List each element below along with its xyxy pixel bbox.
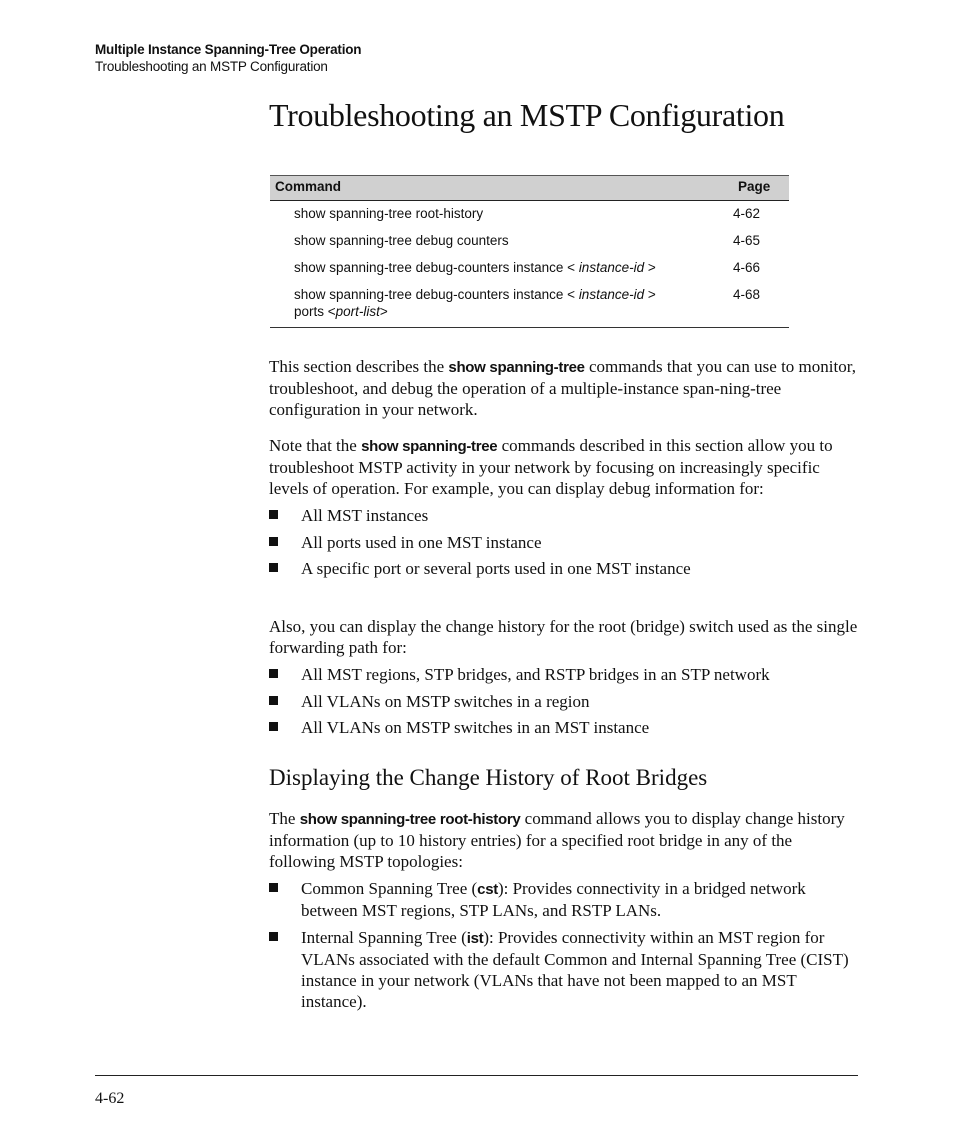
bullet-icon [269,722,278,731]
command-keyword: show spanning-tree [361,438,498,455]
bullet-icon [269,563,278,572]
command-cell: show spanning-tree debug counters [294,233,509,248]
command-text: show spanning-tree debug-counters instance < [294,287,579,302]
list-item-text: All MST instances [301,506,429,525]
list-item [269,717,859,738]
section-heading: Displaying the Change History of Root Bridges [269,765,708,790]
list-item [269,691,859,712]
bullet-icon [269,510,278,519]
command-keyword: cst [477,881,498,898]
text: Internal Spanning Tree ( [301,927,467,947]
command-variable: port-list [335,304,380,319]
table-row [270,283,789,328]
bullet-list [269,878,859,1012]
section-title: Troubleshooting an MSTP Configuration [95,59,328,74]
command-text: > [379,304,388,319]
table-row [270,201,789,230]
history-section [269,616,859,744]
command-keyword: show spanning-tree root-history [299,811,521,828]
list-item [269,878,859,921]
page-cell: 4-66 [733,260,761,275]
command-keyword: show spanning-tree [448,359,585,376]
bullet-list [269,505,859,579]
text: command allows you to display change history information (up to 10 history entries) for a specified root bridge in any of the following MSTP topologies: [269,809,845,871]
text: ): Provides connectivity within an MST region for VLANs associated with the default Common and Internal Spanning Tree (CIST) instance in your network (VLANs that have not been mapped to an MST instance). [301,927,849,1011]
command-cell: show spanning-tree root-history [294,206,484,221]
bullet-icon [269,696,278,705]
command-text: > [644,287,656,302]
list-item [269,558,859,579]
running-head [95,41,361,75]
list-item-text: All ports used in one MST instance [301,532,542,552]
text: Note that the [269,436,362,455]
paragraph: Also, you can display the change history for the root (bridge) switch used as the single forwarding path for: [269,617,858,657]
bullet-icon [269,883,278,892]
command-text: show spanning-tree debug-counters instance < [294,260,579,275]
list-item-text: A specific port or several ports used in one MST instance [301,559,691,578]
text: commands described in this section allow you to troubleshoot MSTP activity in your network by focusing on increasingly specific levels of operation. For example, you can display debug information for: [269,436,833,498]
text: This section describes the [269,357,449,376]
command-variable: instance-id [578,287,645,302]
command-text: ports < [294,304,336,319]
list-item-text: All MST regions, STP bridges, and RSTP bridges in an STP network [301,665,770,684]
bullet-icon [269,932,278,941]
paragraph [269,356,859,420]
text: Common Spanning Tree ( [301,879,478,898]
command-keyword: ist [466,929,484,947]
chapter-title: Multiple Instance Spanning-Tree Operation [95,42,362,57]
list-item [269,664,859,685]
footer-divider [95,1075,858,1076]
table-header-row [270,176,789,201]
list-item [269,927,859,1012]
column-header-page: Page [733,176,789,201]
bullet-icon [269,537,278,546]
root-history-section [269,808,859,1017]
bullet-icon [269,669,278,678]
page-title: Troubleshooting an MSTP Configuration [269,97,785,133]
paragraph [269,435,859,499]
page-cell: 4-65 [733,233,761,248]
bullet-list [269,664,859,738]
note-section [269,435,859,585]
list-item-text: All VLANs on MSTP switches in an MST instance [301,718,650,737]
column-header-command: Command [270,176,733,201]
command-text: > [644,260,656,275]
intro-section [269,356,859,420]
page-cell: 4-62 [733,206,761,221]
text: The [269,809,300,828]
table-row [270,229,789,256]
paragraph [269,808,859,872]
table-row [270,256,789,283]
command-cell [270,256,733,283]
list-item-text: All VLANs on MSTP switches in a region [301,691,590,711]
list-item [269,505,859,526]
page-cell: 4-68 [733,283,789,328]
text: ): Provides connectivity in a bridged network between MST regions, STP LANs, and RSTP LANs. [301,879,806,920]
command-table [270,175,789,328]
command-variable: instance-id [578,260,645,275]
text: commands that you can use to monitor, troubleshoot, and debug the operation of a multiple-instance span-ning-tree configuration in your network. [269,357,856,419]
list-item [269,532,859,553]
command-cell [270,283,733,328]
page-number: 4-62 [95,1090,125,1107]
